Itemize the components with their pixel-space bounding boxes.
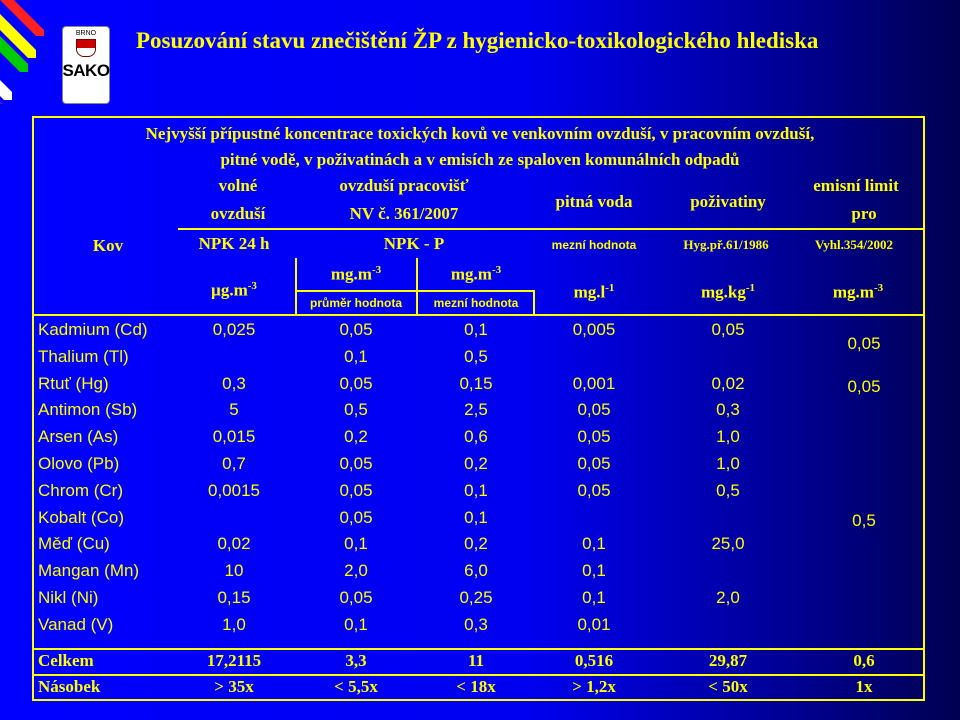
table-cell: 0,1 [582,588,606,607]
unit-mgl-text: mg.l [573,282,606,302]
table-cell: 5 [229,400,239,420]
col-emisni-limit-2: pro [851,204,877,223]
multiple-cell: < 5,5x [334,677,378,696]
table-cell: 0,5 [464,346,488,366]
col-ovzdusi-1: volné [218,176,258,195]
table-cell: 0,1 [344,614,368,634]
unit-ug-text: µg.m [211,280,248,300]
total-cell: 0,6 [853,651,875,670]
table-row-kov: Thalium (Tl) [38,346,129,366]
unit-mg-exp: -3 [873,282,884,294]
table-cell: 0,15 [459,373,493,393]
multiple-cell: < 50x [708,677,748,696]
multiple-cell: 1x [855,677,873,696]
table-caption-line1: Nejvyšší přípustné koncentrace toxických kovů ve venkovním ovzduší, v pracovním ovzduší, [145,124,815,143]
table-cell: 0,1 [464,480,488,500]
table-row-kov: Nikl (Ni) [38,588,99,607]
multiple-cell: > 1,2x [572,677,616,696]
table-row-kov: Antimon (Sb) [38,400,138,420]
table-cell: 0,005 [572,320,616,339]
col-kov: Kov [92,236,124,255]
sub-mezni-hodnota-2: mezní hodnota [433,296,519,310]
table-cell: 2,0 [344,561,368,581]
table-cell: 0,05 [339,507,373,527]
sako-logo [0,0,120,104]
table-cell: 0,05 [339,320,373,339]
table-row-kov: Rtuť (Hg) [38,373,109,393]
table-cell: 1,0 [716,454,740,473]
table-cell: 0,3 [464,614,488,634]
table-cell: 0,05 [339,454,373,473]
table-cell: 0,02 [217,534,251,554]
col-ovzdusi-2: ovzduší [210,204,266,223]
table-cell: 0,05 [577,454,611,473]
total-cell: 11 [467,651,485,670]
table-cell: 0,05 [577,427,611,447]
unit-ug-m3 [211,280,257,301]
unit-mgkg-text: mg.kg [700,282,746,302]
table-cell: 0,015 [212,427,256,447]
table-row-kov: Kadmium (Cd) [38,320,148,339]
table-cell: 0,1 [582,534,606,554]
unit-mg-exp: -3 [371,264,382,276]
table-row-kov: Mangan (Mn) [38,561,140,581]
unit-mg-text: mg.m [832,282,874,302]
table-cell: 0,1 [464,320,488,339]
table-cell: 0,25 [459,588,493,607]
table-cell: 0,1 [344,534,368,554]
unit-mg-m3-prumer [331,264,381,285]
sub-prumer-hodnota: průměr hodnota [310,296,402,310]
table-cell: 0,2 [464,454,488,473]
multiple-cell: < 18x [456,677,496,696]
table-cell: 0,2 [464,534,488,554]
unit-mg-l [574,282,615,303]
table-cell: 0,6 [464,427,488,447]
table-cell: 0,5 [716,480,740,500]
table-cell: 1,0 [222,614,246,634]
unit-mg-m3-mezni [451,264,501,285]
table-cell: 0,05 [339,373,373,393]
table-cell: 0,1 [344,346,368,366]
sub-vyhl: Vyhl.354/2002 [815,237,893,252]
total-row-label: Celkem [38,651,94,670]
sub-mezni-hodnota: mezní hodnota [551,238,637,252]
logo-badge [62,26,110,104]
col-pracoviste-2: NV č. 361/2007 [349,204,459,223]
table-row-kov: Vanad (V) [38,614,114,634]
unit-ug-exp: -3 [247,280,257,292]
logo-city: BRNO [75,30,97,37]
sub-hyg-pr: Hyg.př.61/1986 [683,237,769,252]
table-cell: 0,3 [716,400,740,420]
unit-mg-exp: -3 [491,264,502,276]
table-row-kov: Měď (Cu) [38,534,110,554]
col-pracoviste-1: ovzduší pracovišť [339,176,469,195]
logo-text: SAKO [62,61,110,80]
table-cell: 0,02 [711,373,745,393]
table-cell: 25,0 [711,534,745,554]
multiple-row-label: Násobek [38,677,101,696]
sub-npk-24h: NPK 24 h [198,234,270,253]
emis-hg: 0,05 [847,377,881,396]
table-cell: 0,01 [577,614,611,634]
total-cell: 0,516 [574,651,614,670]
table-cell: 0,05 [339,480,373,500]
table-cell: 0,1 [464,507,488,527]
table-cell: 0,3 [222,373,246,393]
unit-mg-m3-emis [833,282,883,303]
emis-rest: 0,5 [852,511,876,530]
table-row-kov: Kobalt (Co) [38,507,124,527]
table-cell: 0,1 [582,561,606,581]
table-cell: 0,15 [217,588,251,607]
col-emisni-limit-1: emisní limit [813,176,899,195]
table-cell: 2,5 [464,400,488,420]
table-cell: 0,7 [222,454,246,473]
limits-table [32,116,925,701]
table-cell: 2,0 [716,588,740,607]
table-row-kov: Chrom (Cr) [38,480,123,500]
table-cell: 0,05 [339,588,373,607]
total-cell: 17,2115 [206,651,262,670]
table-cell: 0,05 [711,320,745,339]
table-cell: 0,2 [344,427,368,447]
unit-mgl-exp: -1 [605,282,615,294]
table-row-kov: Olovo (Pb) [38,454,120,473]
table-cell: 0,05 [577,480,611,500]
table-cell: 10 [224,561,244,581]
unit-mg-text: mg.m [450,264,492,284]
unit-mgkg-exp: -1 [745,282,756,294]
table-cell: 0,001 [572,373,616,393]
multiple-cell: > 35x [214,677,254,696]
total-cell: 3,3 [345,651,367,670]
table-row-kov: Arsen (As) [38,427,119,447]
table-cell: 0,025 [212,320,256,339]
table-cell: 0,05 [577,400,611,420]
sub-npk-p: NPK - P [383,234,445,253]
unit-mg-text: mg.m [330,264,372,284]
brno-shield-icon [76,39,96,57]
emis-cd-tl: 0,05 [847,334,881,353]
table-cell: 1,0 [716,427,740,447]
table-cell: 0,5 [344,400,368,420]
table-caption-line2: pitné vodě, v poživatinách a v emisích ze spaloven komunálních odpadů [220,150,740,169]
page-title: Posuzování stavu znečištění ŽP z hygienicko-toxikologického hlediska [136,28,819,53]
table-cell: 6,0 [464,561,488,581]
col-pitna-voda: pitná voda [555,192,633,211]
total-cell: 29,87 [708,651,748,670]
col-pozivatiny: poživatiny [690,192,766,211]
table-cell: 0,0015 [208,480,260,500]
unit-mg-kg [701,282,755,303]
